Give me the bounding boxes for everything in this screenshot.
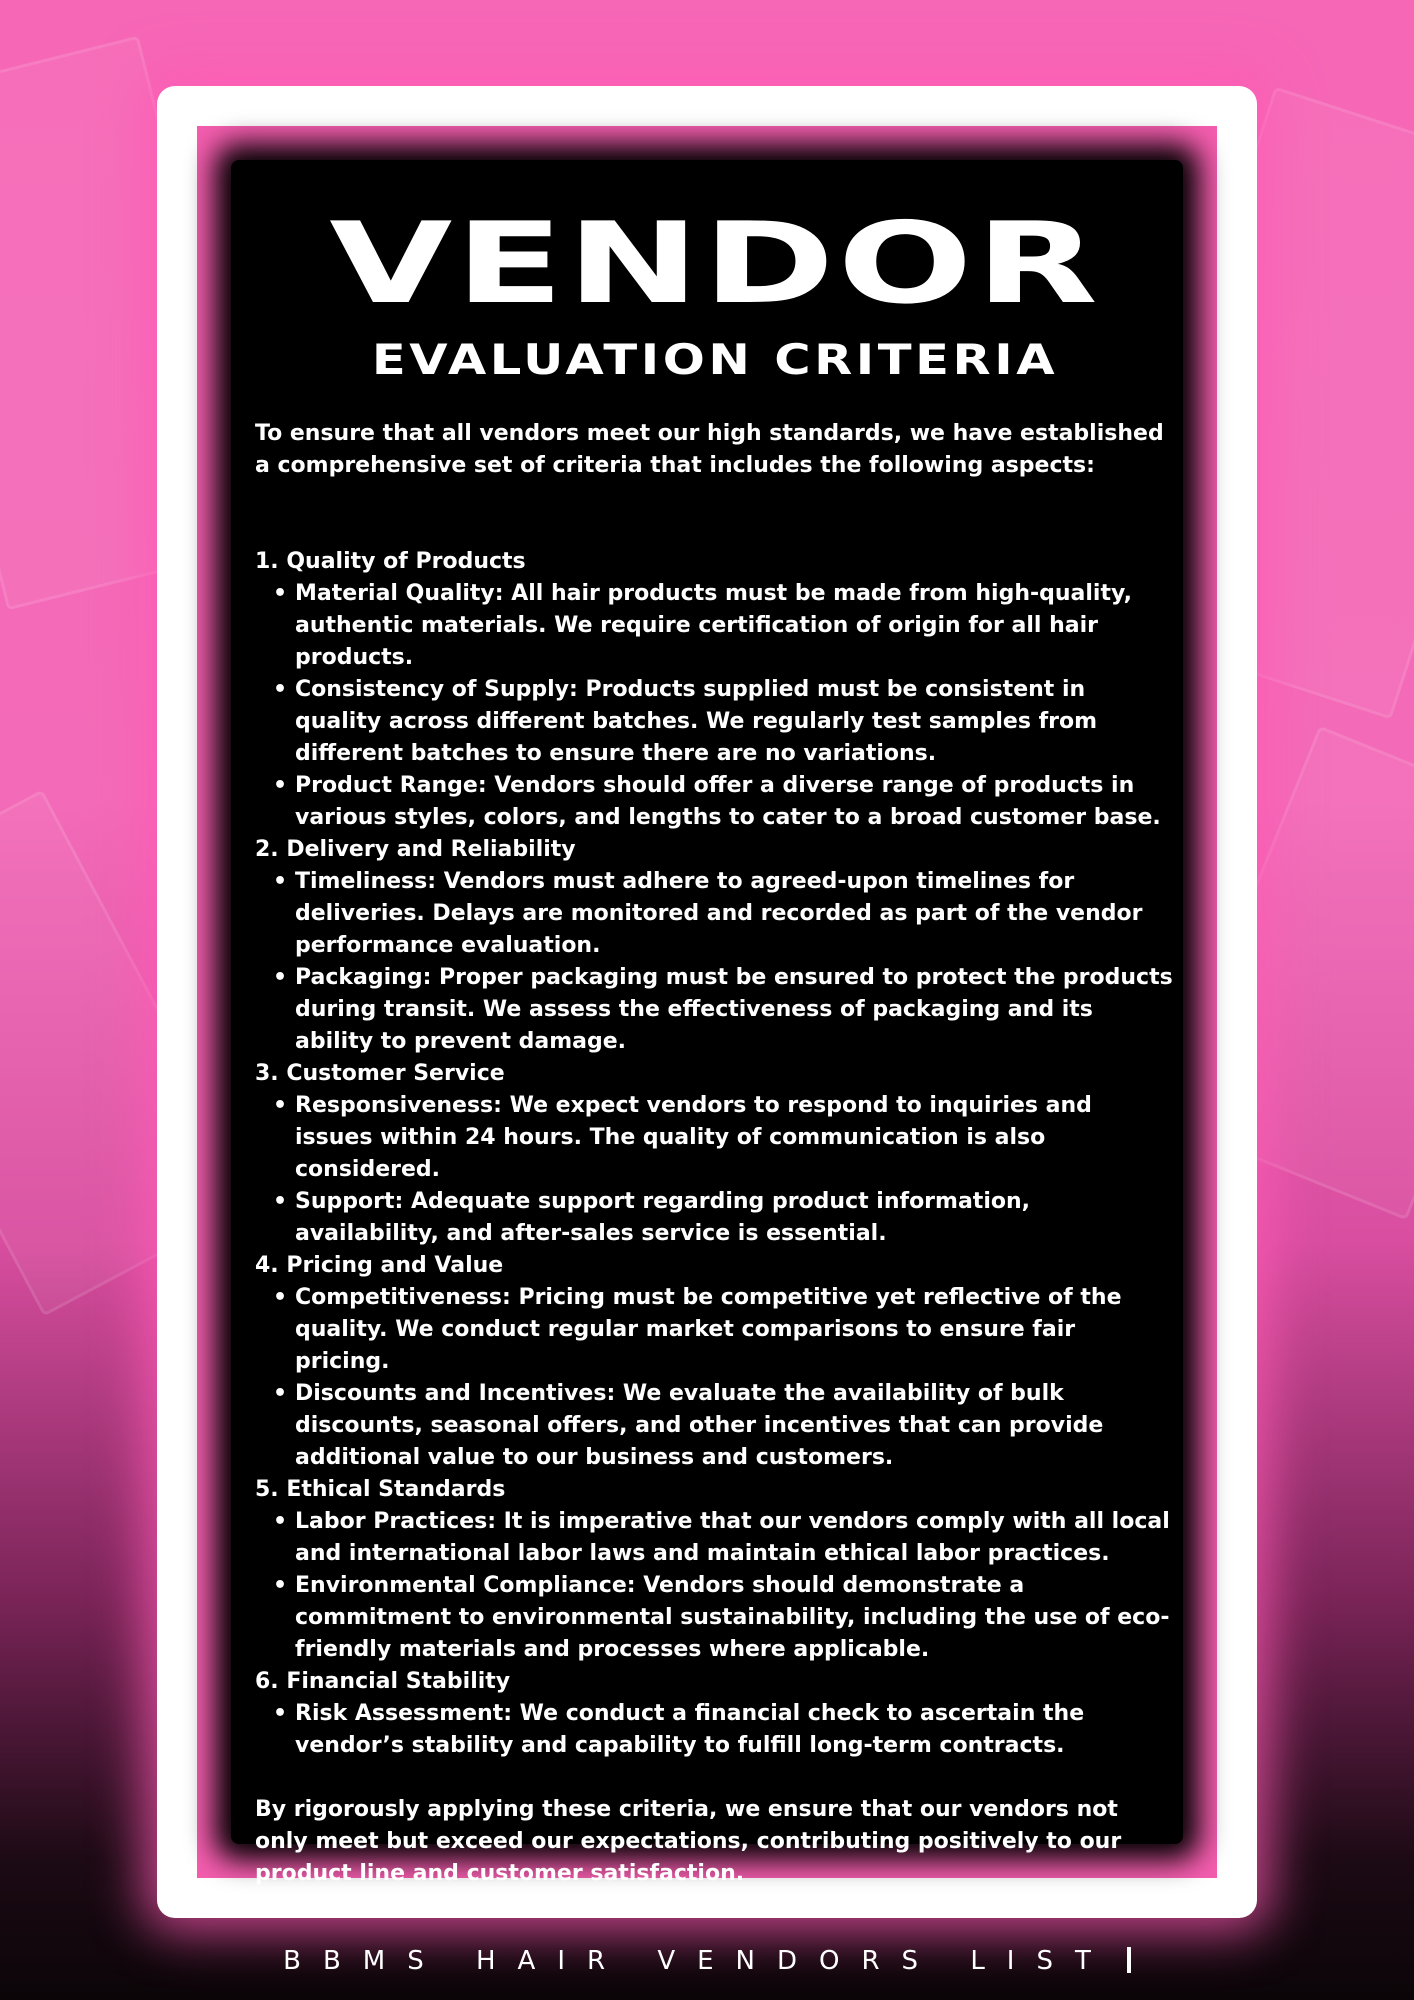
bullet-icon: •: [273, 773, 288, 798]
criteria-list: [255, 1282, 1175, 1474]
pink-border: [197, 126, 1217, 1886]
white-frame: [157, 86, 1257, 1918]
list-item-text: Risk Assessment: We conduct a financial check to ascertain the vendor’s stability and capability to fulfill long-term contracts.: [295, 1701, 1085, 1758]
section-title: 5. Ethical Standards: [255, 1477, 506, 1502]
criteria-list: [255, 866, 1175, 1058]
list-item: [273, 1698, 1175, 1762]
criteria-section: [255, 834, 1175, 1058]
criteria-section: [255, 1474, 1175, 1666]
bullet-icon: •: [273, 581, 288, 606]
list-item-text: Competitiveness: Pricing must be competitive yet reflective of the quality. We conduct regular market comparisons to ensure fair pricing.: [295, 1285, 1122, 1374]
criteria-list: [255, 1090, 1175, 1250]
page-title: VENDOR: [329, 199, 1101, 329]
document-content: [255, 199, 1175, 1890]
list-item: [273, 1570, 1175, 1666]
list-item-text: Timeliness: Vendors must adhere to agreed-upon timelines for deliveries. Delays are monitored and recorded as part of the vendor performance evaluation.: [295, 869, 1143, 958]
list-item-text: Packaging: Proper packaging must be ensured to protect the products during transit. We assess the effectiveness of packaging and its ability to prevent damage.: [295, 965, 1173, 1054]
list-item-text: Discounts and Incentives: We evaluate the availability of bulk discounts, seasonal offers, and other incentives that can provide additional value to our business and customers.: [295, 1381, 1104, 1470]
criteria-sections: [255, 546, 1175, 1762]
content-panel: [231, 160, 1183, 1886]
criteria-list: [255, 578, 1175, 834]
intro-paragraph: To ensure that all vendors meet our high standards, we have established a comprehensive set of criteria that includes the following aspects:: [255, 421, 1164, 478]
list-item: [273, 578, 1175, 674]
list-item: [273, 1282, 1175, 1378]
list-item-text: Material Quality: All hair products must be made from high-quality, authentic materials. We require certification of origin for all hair products.: [295, 581, 1132, 670]
section-title: 4. Pricing and Value: [255, 1253, 504, 1278]
bullet-icon: •: [273, 1189, 288, 1214]
criteria-section: [255, 1666, 1175, 1762]
list-item: [273, 674, 1175, 770]
list-item: [273, 962, 1175, 1058]
list-item: [273, 1090, 1175, 1186]
criteria-section: [255, 1250, 1175, 1474]
bullet-icon: •: [273, 1381, 288, 1406]
list-item-text: Environmental Compliance: Vendors should demonstrate a commitment to environmental sustainability, including the use of eco-friendly materials and processes where applicable.: [295, 1573, 1170, 1662]
footer-text: BBMS HAIR VENDORS LIST: [283, 1946, 1113, 1976]
list-item: [273, 866, 1175, 962]
bullet-icon: •: [273, 1093, 288, 1118]
bullet-icon: •: [273, 1509, 288, 1534]
list-item: [273, 770, 1175, 834]
list-item-text: Support: Adequate support regarding product information, availability, and after-sales service is essential.: [295, 1189, 1030, 1246]
list-item: [273, 1186, 1175, 1250]
page-subtitle: EVALUATION CRITERIA: [371, 335, 1059, 384]
bullet-icon: •: [273, 1285, 288, 1310]
list-item-text: Product Range: Vendors should offer a diverse range of products in various styles, colors, and lengths to cater to a broad customer base.: [295, 773, 1161, 830]
list-item-text: Responsiveness: We expect vendors to respond to inquiries and issues within 24 hours. The quality of communication is also considered.: [295, 1093, 1092, 1182]
criteria-section: [255, 546, 1175, 834]
criteria-section: [255, 1058, 1175, 1250]
footer: [0, 1946, 1414, 1976]
bullet-icon: •: [273, 965, 288, 990]
section-title: 3. Customer Service: [255, 1061, 505, 1086]
list-item-text: Labor Practices: It is imperative that our vendors comply with all local and international labor laws and maintain ethical labor practices.: [295, 1509, 1170, 1566]
criteria-list: [255, 1698, 1175, 1762]
section-title: 1. Quality of Products: [255, 549, 526, 574]
bullet-icon: •: [273, 869, 288, 894]
closing-paragraph: By rigorously applying these criteria, we ensure that our vendors not only meet but exceed our expectations, contributing positively to our product line and customer satisfaction.: [255, 1797, 1122, 1886]
list-item-text: Consistency of Supply: Products supplied must be consistent in quality across different batches. We regularly test samples from different batches to ensure there are no variations.: [295, 677, 1098, 766]
section-title: 6. Financial Stability: [255, 1669, 511, 1694]
bullet-icon: •: [273, 1573, 288, 1598]
bullet-icon: •: [273, 677, 288, 702]
list-item: [273, 1506, 1175, 1570]
bullet-icon: •: [273, 1701, 288, 1726]
criteria-list: [255, 1506, 1175, 1666]
list-item: [273, 1378, 1175, 1474]
footer-divider: [1127, 1947, 1131, 1973]
section-title: 2. Delivery and Reliability: [255, 837, 576, 862]
